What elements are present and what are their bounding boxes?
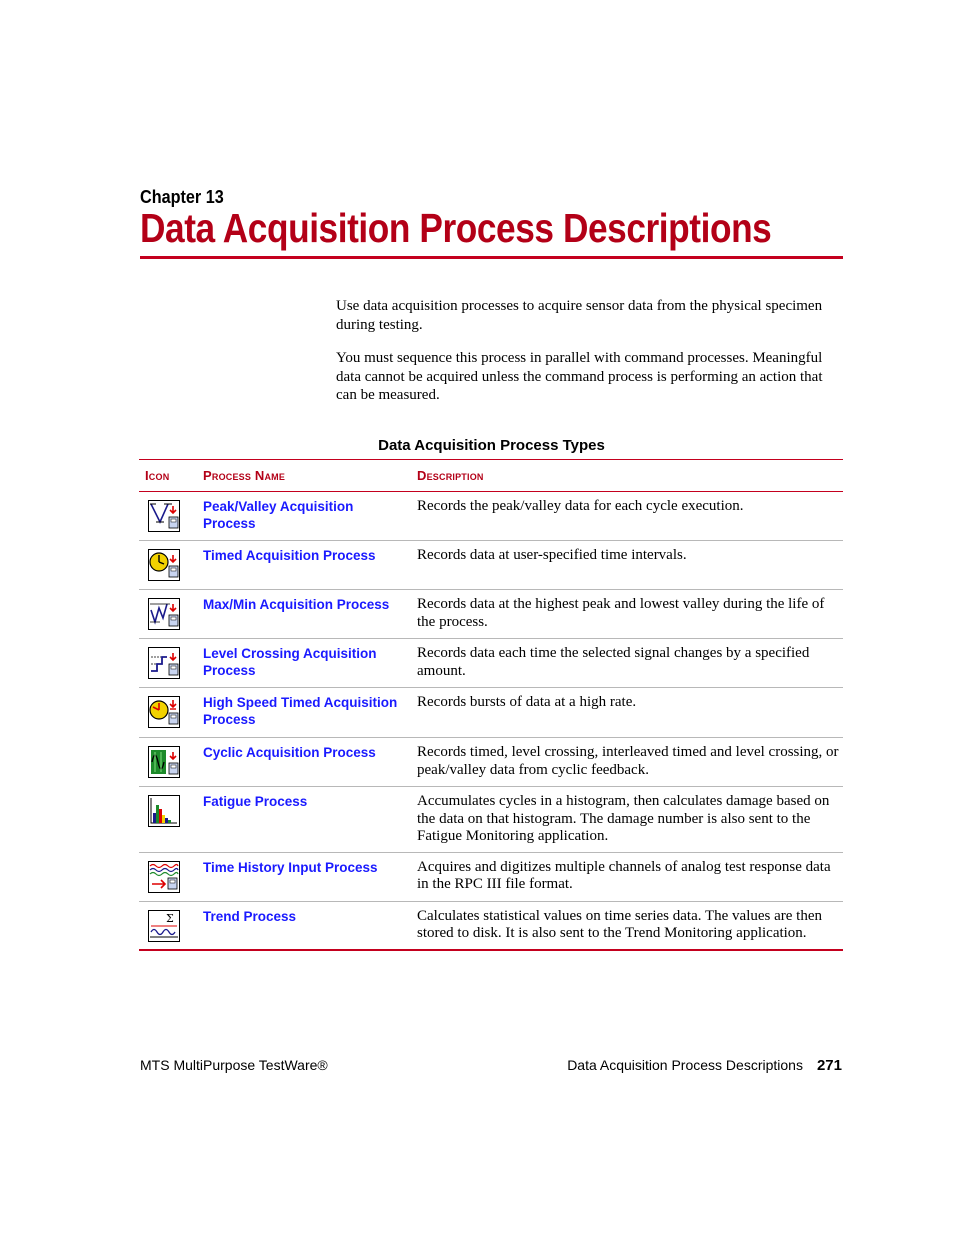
process-description: Records bursts of data at a high rate. [411,688,843,738]
process-name[interactable]: Fatigue Process [197,787,411,853]
process-description: Records data at the highest peak and lowest valley during the life of the process. [411,590,843,639]
header-icon: Icon [139,460,197,492]
footer-right [567,1056,842,1075]
process-description: Accumulates cycles in a histogram, then calculates damage based on the data on that histogram. The damage number is also sent to the Fatigue Monitoring application. [411,787,843,853]
table-row [139,738,843,787]
header-process-name: Process Name [197,460,411,492]
process-description: Records timed, level crossing, interleaved timed and level crossing, or peak/valley data from cyclic feedback. [411,738,843,787]
footer-section: Data Acquisition Process Descriptions [567,1057,803,1073]
process-description: Acquires and digitizes multiple channels of analog test response data in the RPC III file format. [411,852,843,901]
table-row [139,688,843,738]
timed-clock-icon[interactable] [148,549,180,581]
max-min-icon[interactable] [148,598,180,630]
process-types-table [139,459,843,951]
intro-paragraph-1: Use data acquisition processes to acquire sensor data from the physical specimen during testing. [336,298,823,333]
process-name[interactable]: Trend Process [197,901,411,950]
level-crossing-icon[interactable] [148,647,180,679]
high-speed-clock-icon[interactable] [148,696,180,728]
process-name[interactable]: Level Crossing Acquisition Process [197,639,411,688]
time-history-icon[interactable] [148,861,180,893]
footer-product: MTS MultiPurpose TestWare® [140,1057,328,1073]
process-name[interactable]: Timed Acquisition Process [197,541,411,590]
table-row [139,639,843,688]
sigma-trend-icon[interactable] [148,910,180,942]
intro-text [336,297,842,420]
table-row [139,852,843,901]
chapter-label: Chapter 13 [140,187,224,207]
process-description: Records data each time the selected signal changes by a specified amount. [411,639,843,688]
title-divider [140,256,843,259]
table-caption: Data Acquisition Process Types [378,437,605,454]
process-name[interactable]: High Speed Timed Acquisition Process [197,688,411,738]
intro-paragraph-2: You must sequence this process in parallel with command processes. Meaningful data cannot be acquired unless the command process is performing an action that can be measured. [336,350,823,403]
table-row [139,901,843,950]
peak-valley-icon[interactable] [148,500,180,532]
page-title: Data Acquisition Process Descriptions [140,205,772,251]
process-name[interactable]: Cyclic Acquisition Process [197,738,411,787]
page-number: 271 [816,1057,842,1074]
cyclic-icon[interactable] [148,746,180,778]
process-description: Records data at user-specified time intervals. [411,541,843,590]
process-description: Calculates statistical values on time series data. The values are then stored to disk. It is also sent to the Trend Monitoring application. [411,901,843,950]
process-name[interactable]: Max/Min Acquisition Process [197,590,411,639]
table-row [139,787,843,853]
table-header-row [139,460,843,492]
process-name[interactable]: Peak/Valley Acquisition Process [197,492,411,541]
table-row [139,492,843,541]
svg-text:Σ: Σ [166,911,174,925]
header-description: Description [411,460,843,492]
table-row [139,590,843,639]
process-name[interactable]: Time History Input Process [197,852,411,901]
histogram-icon[interactable] [148,795,180,827]
process-description: Records the peak/valley data for each cycle execution. [411,492,843,541]
table-row [139,541,843,590]
